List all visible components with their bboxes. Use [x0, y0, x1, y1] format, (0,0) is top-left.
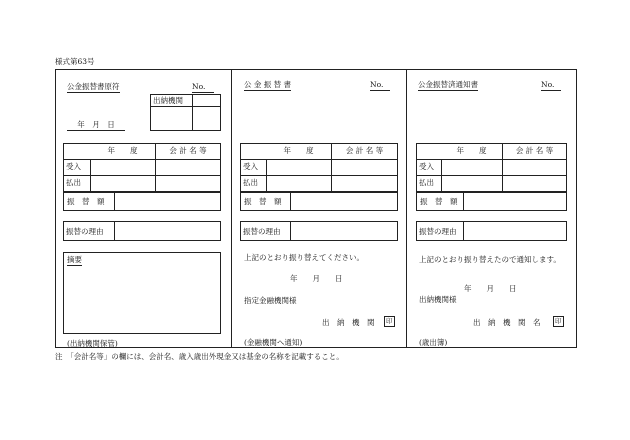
col1-kaikei-label: 会 計 名 等: [169, 146, 207, 155]
col3-seal: 印: [555, 317, 562, 325]
col2-title: 公 金 振 替 書: [244, 80, 292, 89]
col2-message: 上記のとおり振り替えてください。: [244, 253, 364, 262]
col1-nendo-label: 年 度: [107, 146, 138, 155]
col3-reason-label: 振替の理由: [419, 227, 457, 236]
col1-haraidashi-label: 払出: [66, 178, 81, 187]
col2-footer: (金融機関へ通知): [244, 338, 303, 347]
col3-haraidashi-label: 払出: [419, 178, 434, 187]
col3-amount-label: 振 替 額: [420, 197, 458, 206]
col2-amount-label: 振 替 額: [244, 197, 282, 206]
column-divider-1: [231, 69, 232, 348]
col1-remarks-label: 摘要: [67, 255, 82, 264]
col3-date: 年 月 日: [464, 284, 517, 293]
col1-title: 公金振替書原符: [67, 82, 120, 91]
col3-ukeire-label: 受入: [419, 162, 434, 171]
col2-haraidashi-label: 払出: [243, 178, 258, 187]
col3-to-label: 出納機関様: [419, 295, 457, 304]
col2-nendo-label: 年 度: [283, 146, 314, 155]
column-divider-2: [406, 69, 407, 348]
col3-footer: (歳出簿): [419, 338, 448, 347]
col2-no-label: No.: [370, 81, 390, 91]
col3-nendo-label: 年 度: [456, 146, 487, 155]
col1-no-label: No.: [192, 83, 214, 93]
col3-message: 上記のとおり振り替えたので通知します。: [419, 255, 561, 264]
col1-suitou-label: 出納機関: [153, 96, 183, 105]
col2-date: 年 月 日: [290, 274, 343, 283]
col1-amount-label: 振 替 額: [67, 197, 105, 206]
col2-kaikei-label: 会 計 名 等: [345, 146, 384, 155]
col2-bank-label: 指定金融機関様: [244, 296, 297, 305]
col2-reason-label: 振替の理由: [243, 227, 281, 236]
col3-title: 公金振替済通知書: [418, 80, 478, 89]
form-number: 様式第63号: [55, 57, 95, 66]
col1-date: 年 月 日: [67, 121, 125, 131]
footnote: 注 「会計名等」の欄には、会計名、歳入歳出外現金又は基金の名称を記載すること。: [55, 352, 344, 361]
col1-footer: (出納機関保管): [67, 339, 118, 348]
col2-seal: 印: [386, 317, 393, 325]
col1-reason-label: 振替の理由: [66, 227, 104, 236]
col2-signer-label: 出 納 機 関: [322, 318, 375, 327]
col3-signer-label: 出 納 機 関 名: [473, 318, 541, 327]
col1-ukeire-label: 受入: [66, 162, 81, 171]
col3-kaikei-label: 会 計 名 等: [515, 146, 554, 155]
col1-remarks-box: [63, 252, 221, 334]
col3-no-label: No.: [541, 81, 561, 91]
col2-ukeire-label: 受入: [243, 162, 258, 171]
